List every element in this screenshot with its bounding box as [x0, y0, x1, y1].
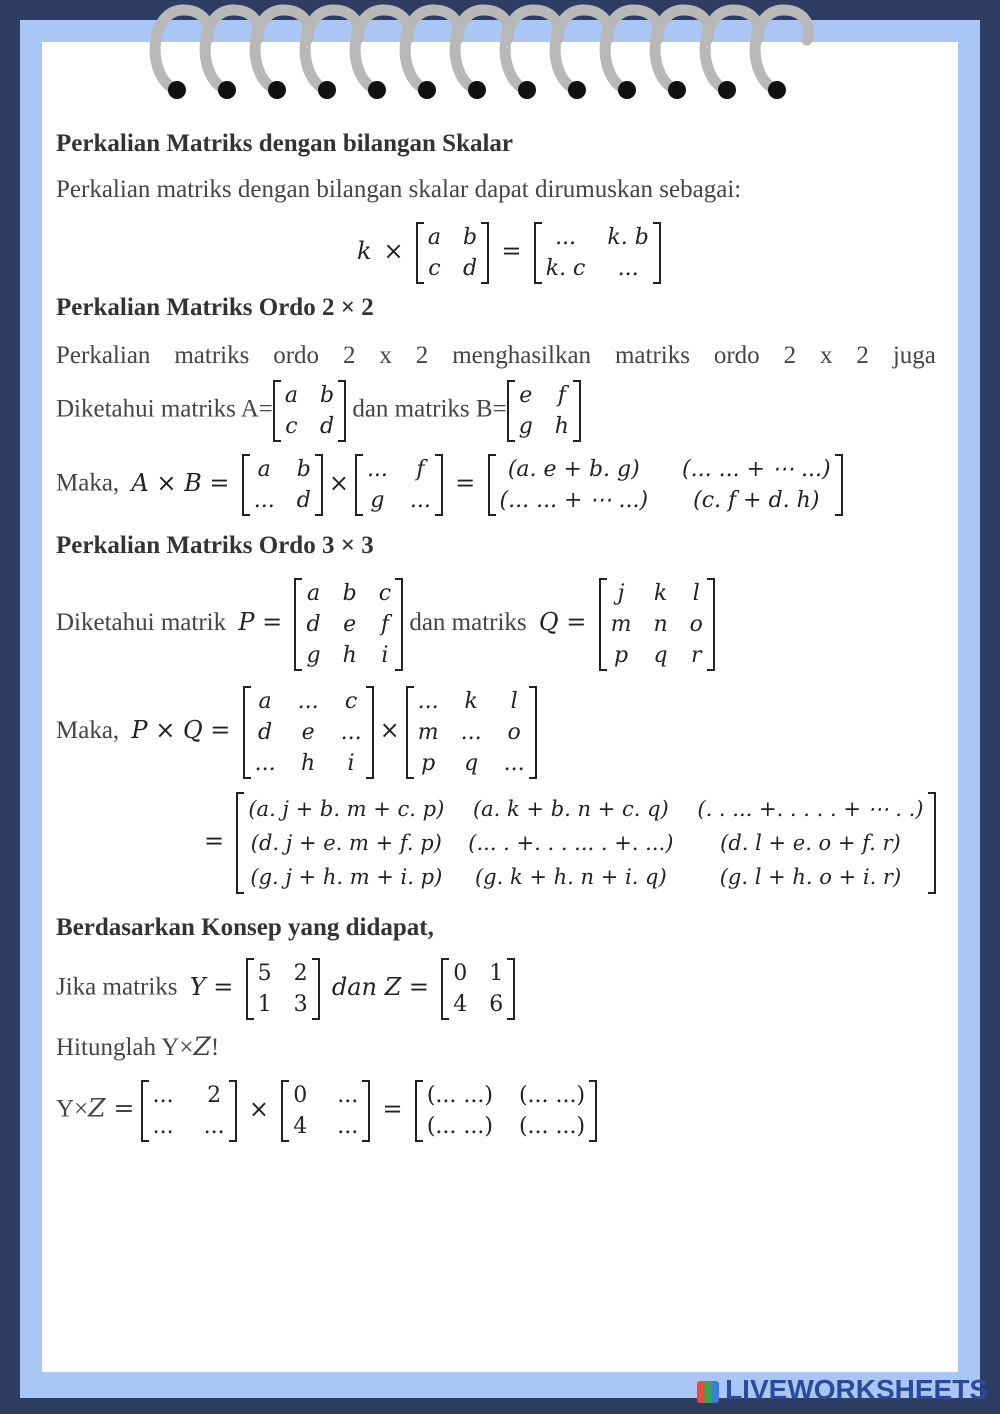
- given-pq-prefix: Diketahui matrik: [56, 609, 227, 637]
- matrix-cell: ...: [297, 689, 319, 714]
- matrix-cell: n: [653, 612, 668, 637]
- liveworksheets-logo-icon: [697, 1381, 719, 1403]
- matrix-b-blank: [355, 454, 443, 516]
- matrix-grid: [515, 380, 573, 442]
- matrix-cell: ...: [340, 720, 362, 745]
- paragraph-word: x: [820, 342, 833, 369]
- matrix-cell: d: [306, 612, 321, 637]
- binding-hole: [568, 81, 586, 99]
- matrix-cell: ...: [337, 1083, 359, 1108]
- matrix-cell: c: [378, 581, 392, 606]
- matrix-cell: ...: [152, 1114, 174, 1139]
- given-ab-prefix: Diketahui matriks A=: [56, 395, 273, 423]
- matrix-cell: c: [285, 414, 298, 439]
- matrix-a: [273, 380, 346, 442]
- binding-hole: [718, 81, 736, 99]
- matrix-cell: d: [258, 720, 273, 745]
- matrix-cell: (c. f + d. h): [693, 488, 820, 513]
- matrix-cell: c: [344, 689, 358, 714]
- matrix-grid: [149, 1080, 229, 1142]
- hitung-text: Hitunglah Y×: [56, 1034, 194, 1061]
- matrix-cell: p: [613, 643, 629, 668]
- product-ab: Maka, A × B = a b ... d × ... f g ... = (a. e + b. g) (... ... + ⋯ ...) (... ... + ⋯ ...) (c. f + d. h): [56, 454, 843, 516]
- matrix-cell: b: [342, 581, 357, 606]
- paragraph-word: matriks: [174, 342, 250, 369]
- binding-hole: [168, 81, 186, 99]
- matrix-cell: e: [519, 383, 533, 408]
- matrix-cell: 2: [207, 1083, 222, 1108]
- matrix-cell: 0: [453, 961, 468, 986]
- matrix-y-blank[interactable]: [141, 1080, 237, 1142]
- matrix-cell: ...: [555, 225, 577, 250]
- matrix-cell: d: [463, 256, 478, 281]
- matrix-grid: [424, 222, 481, 284]
- product-yz: Y×Z = ... 2 ... ... × 0 ... 4 ... = (... ...) (... ...) (... ...) (... ...): [56, 1080, 597, 1142]
- matrix-cell: g: [518, 414, 533, 439]
- q-label: Q =: [538, 608, 587, 637]
- matrix-cell: j: [617, 581, 625, 606]
- matrix-cell: (... ...): [426, 1083, 493, 1108]
- matrix-cell: k: [464, 689, 478, 714]
- matrix-cell: e: [301, 720, 315, 745]
- paragraph-word: Perkalian: [56, 342, 151, 369]
- paragraph-word: juga: [892, 342, 936, 369]
- matrix-cell: 0: [293, 1083, 308, 1108]
- matrix-cell: b: [296, 457, 311, 482]
- matrix-cell: ...: [152, 1083, 174, 1108]
- paragraph-ordo-2x2: [56, 342, 936, 370]
- matrix-cell: h: [554, 414, 569, 439]
- given-pq-mid: dan matriks: [409, 609, 527, 637]
- matrix-cell: ...: [366, 457, 388, 482]
- matrix-cell: h: [342, 643, 357, 668]
- matrix-yz-result[interactable]: [415, 1080, 597, 1142]
- maka-pq-prefix: Maka,: [56, 717, 120, 745]
- times-symbol: ×: [383, 236, 404, 265]
- matrix-grid: [423, 1080, 589, 1142]
- binding-hole: [318, 81, 336, 99]
- heading-konsep: Berdasarkan Konsep yang didapat,: [56, 914, 434, 941]
- matrix-grid: [289, 1080, 362, 1142]
- matrix-grid: [607, 578, 707, 671]
- scalar-formula: [351, 222, 661, 284]
- binding-hole: [468, 81, 486, 99]
- matrix-cell: ...: [203, 1114, 225, 1139]
- heading-ordo-2x2: Perkalian Matriks Ordo 2 × 2: [56, 294, 374, 321]
- matrix-grid: [414, 686, 529, 779]
- matrix-cell: r: [691, 643, 702, 668]
- final-z: Z =: [88, 1093, 135, 1123]
- matrix-cell: ...: [337, 1114, 359, 1139]
- binding-hole: [768, 81, 786, 99]
- matrix-cell: o: [507, 720, 521, 745]
- matrix-cell: (... ... + ⋯ ...): [682, 457, 831, 482]
- binding-hole: [368, 81, 386, 99]
- matrix-cell: (a. e + b. g): [507, 457, 640, 482]
- matrix-cell: (d. j + e. m + f. p): [250, 831, 442, 855]
- matrix-cell: h: [301, 751, 316, 776]
- matrix-cell: (a. k + b. n + c. q): [472, 797, 669, 821]
- given-matrices-yz: [56, 958, 515, 1020]
- hitung-instruction: [56, 1032, 219, 1062]
- matrix-cell: (... ...): [518, 1114, 586, 1139]
- equals-symbol: =: [501, 236, 522, 265]
- matrix-cell: 4: [453, 992, 468, 1017]
- ab-expression: A × B =: [131, 468, 230, 497]
- dan-z-label: dan Z =: [331, 972, 430, 1001]
- matrix-cell: b: [463, 225, 478, 250]
- hitung-z: Z: [193, 1032, 211, 1061]
- matrix-scalar-result: [534, 222, 661, 284]
- matrix-grid: [250, 454, 315, 516]
- matrix-cell: (d. l + e. o + f. r): [720, 831, 901, 855]
- paragraph-word: ordo: [713, 342, 760, 369]
- liveworksheets-logo[interactable]: [697, 1374, 988, 1406]
- matrix-cell: g: [306, 643, 321, 668]
- matrix-grid: [449, 958, 507, 1020]
- matrix-cell: ...: [253, 488, 275, 513]
- matrix-cell: a: [257, 457, 271, 482]
- heading-ordo-3x3: Perkalian Matriks Ordo 3 × 3: [56, 532, 374, 559]
- matrix-cell: (g. l + h. o + i. r): [719, 865, 902, 889]
- matrix-cell: a: [258, 689, 272, 714]
- matrix-cell: (... ...): [426, 1114, 493, 1139]
- matrix-cell: (... ... + ⋯ ...): [499, 488, 649, 513]
- maka-ab-prefix: Maka,: [56, 469, 120, 497]
- matrix-cell: b: [319, 383, 335, 408]
- matrix-cell: ...: [409, 488, 431, 513]
- product-pq: Maka, P × Q = a ... c d e ... ... h i × ... k l m ... o p q ...: [56, 686, 537, 779]
- matrix-cell: p: [421, 751, 436, 776]
- matrix-cell: 2: [293, 961, 308, 986]
- matrix-cell: f: [380, 612, 389, 637]
- matrix-grid: [254, 958, 312, 1020]
- matrix-cell: k. b: [607, 225, 649, 250]
- given-matrices-pq: [56, 578, 715, 671]
- p-label: P =: [238, 608, 283, 637]
- matrix-b: [507, 380, 581, 442]
- scalar-k: k: [357, 236, 372, 265]
- given-matrices-ab: [56, 380, 581, 442]
- matrix-cell: m: [417, 720, 439, 745]
- matrix-grid: [496, 454, 835, 516]
- matrix-cell: (... ...): [518, 1083, 586, 1108]
- matrix-cell: (. . ... +. . . . . + ⋯ . .): [697, 797, 924, 821]
- matrix-grid: [281, 380, 338, 442]
- y-label: Y =: [189, 972, 234, 1001]
- binding-hole: [618, 81, 636, 99]
- matrix-q-blank: [406, 686, 537, 779]
- matrix-cell: k. c: [545, 256, 586, 281]
- matrix-ab-result: [488, 454, 843, 516]
- matrix-a-blank: [242, 454, 323, 516]
- matrix-cell: 1: [489, 961, 504, 986]
- matrix-cell: ...: [254, 751, 276, 776]
- paragraph-word: x: [379, 342, 392, 369]
- matrix-cell: l: [692, 581, 700, 606]
- matrix-cell: ...: [617, 256, 639, 281]
- paragraph-word: ordo: [273, 342, 320, 369]
- pq-result-line: = (a. j + b. m + c. p) (a. k + b. n + c. q) (. . ... +. . . . . + ⋯ . .) (d. j + e. m + f. p) (... . +. . . ... . +. ...) (d. l + e. o + f. r) (g. j + h. m + i. p) (g. k + h. n + i. q) (g. l + h. o + i. r): [198, 792, 936, 894]
- matrix-cell: d: [319, 414, 335, 439]
- matrix-cell: k: [653, 581, 668, 606]
- matrix-grid: [302, 578, 395, 671]
- matrix-cell: (g. j + h. m + i. p): [250, 865, 443, 889]
- logo-text: LIVEWORKSHEETS: [725, 1374, 988, 1405]
- paragraph-scalar: Perkalian matriks dengan bilangan skalar dapat dirumuskan sebagai:: [56, 176, 742, 203]
- paragraph-word: 2: [342, 342, 356, 369]
- given-ab-mid: dan matriks B=: [352, 395, 507, 423]
- matrix-cell: q: [464, 751, 479, 776]
- matrix-cell: 4: [293, 1114, 308, 1139]
- matrix-cell: 1: [257, 992, 272, 1017]
- heading-scalar: Perkalian Matriks dengan bilangan Skalar: [56, 130, 514, 157]
- matrix-q: [599, 578, 715, 671]
- paragraph-word: 2: [856, 342, 869, 369]
- matrix-cell: l: [510, 689, 518, 714]
- paragraph-word: 2: [783, 342, 797, 369]
- matrix-cell: ...: [460, 720, 482, 745]
- binding-hole: [218, 81, 236, 99]
- matrix-z-blank[interactable]: [281, 1080, 370, 1142]
- matrix-cell: (... . +. . . ... . +. ...): [468, 831, 674, 855]
- spiral-binding: [0, 0, 1000, 110]
- binding-hole: [668, 81, 686, 99]
- hitung-bang: !: [210, 1034, 220, 1061]
- matrix-p: [294, 578, 403, 671]
- jika-prefix: Jika matriks: [56, 973, 178, 1001]
- matrix-cell: d: [296, 488, 311, 513]
- matrix-cell: a: [284, 383, 298, 408]
- matrix-cell: ...: [417, 689, 439, 714]
- matrix-cell: i: [347, 751, 355, 776]
- binding-hole: [268, 81, 286, 99]
- paragraph-word: 2: [415, 342, 429, 369]
- final-prefix: Y×: [56, 1095, 89, 1123]
- matrix-cell: ...: [503, 751, 525, 776]
- matrix-cell: a: [427, 225, 442, 250]
- pq-expression: P × Q =: [131, 716, 231, 745]
- matrix-cell: i: [381, 643, 389, 668]
- matrix-cell: a: [306, 581, 321, 606]
- matrix-cell: 5: [257, 961, 272, 986]
- matrix-cell: (a. j + b. m + c. p): [248, 797, 445, 821]
- matrix-grid: [244, 792, 927, 894]
- paragraph-word: menghasilkan: [452, 342, 592, 369]
- matrix-pq-result: [236, 792, 935, 894]
- binding-hole: [418, 81, 436, 99]
- binding-hole: [518, 81, 536, 99]
- spiral-ring: [755, 10, 809, 90]
- matrix-grid: [251, 686, 366, 779]
- matrix-cell: f: [557, 383, 566, 408]
- matrix-cell: 3: [293, 992, 308, 1017]
- matrix-p-blank: [243, 686, 374, 779]
- matrix-cell: 6: [489, 992, 504, 1017]
- matrix-cell: e: [343, 612, 357, 637]
- matrix-cell: c: [428, 256, 441, 281]
- matrix-y: [246, 958, 320, 1020]
- matrix-cell: m: [610, 612, 632, 637]
- matrix-abcd: [416, 222, 489, 284]
- matrix-cell: (g. k + h. n + i. q): [474, 865, 667, 889]
- matrix-cell: g: [370, 488, 385, 513]
- matrix-z: [441, 958, 515, 1020]
- matrix-grid: [363, 454, 435, 516]
- matrix-grid: [542, 222, 653, 284]
- matrix-cell: f: [416, 457, 425, 482]
- paragraph-word: matriks: [614, 342, 690, 369]
- matrix-cell: o: [689, 612, 703, 637]
- matrix-cell: q: [653, 643, 668, 668]
